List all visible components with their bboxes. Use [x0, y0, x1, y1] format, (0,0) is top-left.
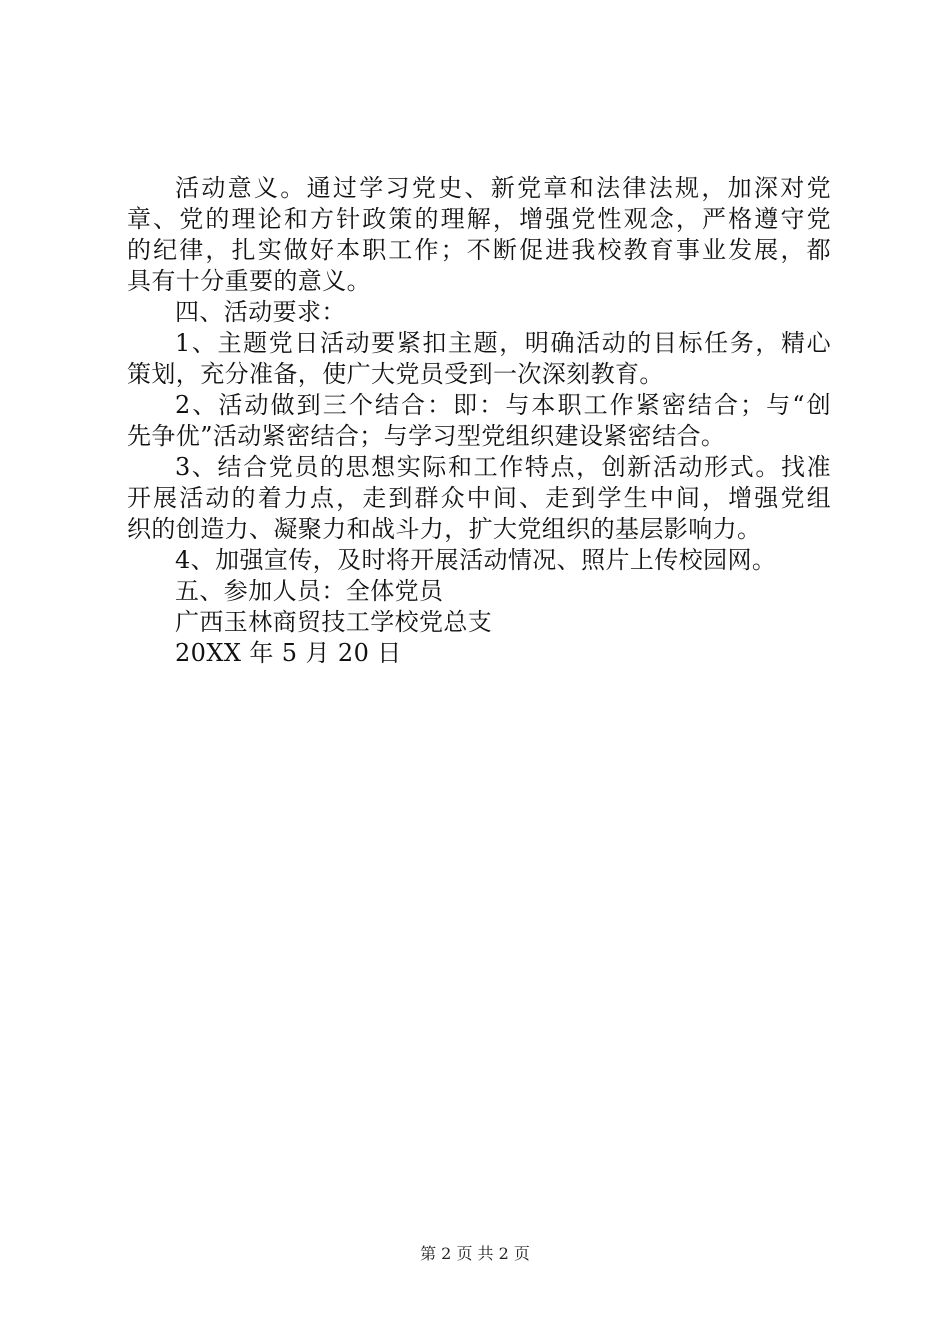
paragraph-line: 章、党的理论和方针政策的理解，增强党性观念，严格遵守党 [127, 205, 831, 233]
list-item-line: 先争优”活动紧密结合；与学习型党组织建设紧密结合。 [127, 422, 726, 450]
paragraph-line: 的纪律，扎实做好本职工作；不断促进我校教育事业发展，都 [127, 236, 831, 264]
list-item-line: 策划，充分准备，使广大党员受到一次深刻教育。 [127, 360, 664, 388]
list-item-line: 1、主题党日活动要紧扣主题，明确活动的目标任务，精心 [175, 329, 831, 357]
paragraph-line: 活动意义。通过学习党史、新党章和法律法规，加深对党 [175, 174, 831, 202]
section-heading-requirements: 四、活动要求： [175, 298, 346, 326]
list-item-line: 4、加强宣传，及时将开展活动情况、照片上传校园网。 [175, 546, 777, 574]
signature-date: 20XX 年 5 月 20 日 [175, 639, 402, 667]
list-item-line: 2、活动做到三个结合：即：与本职工作紧密结合；与“创 [175, 391, 831, 419]
list-item-line: 3、结合党员的思想实际和工作特点，创新活动形式。找准 [175, 453, 831, 481]
list-item-line: 织的创造力、凝聚力和战斗力，扩大党组织的基层影响力。 [127, 515, 762, 543]
list-item-line: 开展活动的着力点，走到群众中间、走到学生中间，增强党组 [127, 484, 831, 512]
page-number-footer: 第 2 页 共 2 页 [420, 1244, 530, 1263]
document-body [127, 173, 831, 669]
section-heading-participants: 五、参加人员：全体党员 [175, 577, 444, 605]
signature-organization: 广西玉林商贸技工学校党总支 [175, 608, 493, 636]
paragraph-line: 具有十分重要的意义。 [127, 267, 371, 295]
